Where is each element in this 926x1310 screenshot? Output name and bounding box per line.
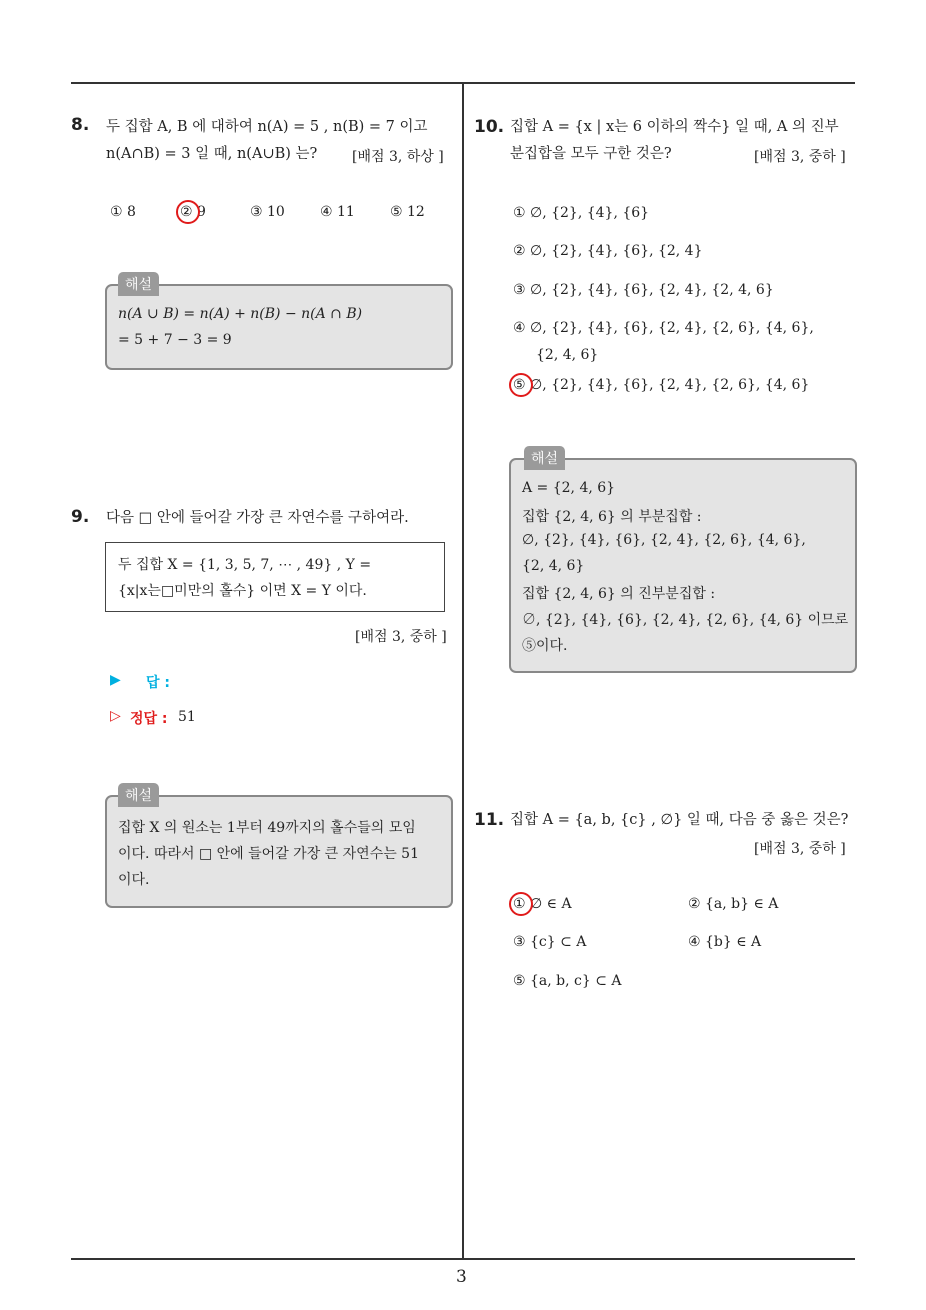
q8-choice-2[interactable]: ② 9 [180,204,206,220]
q10-solution-line: ∅, {2}, {4}, {6}, {2, 4}, {2, 6}, {4, 6} 이므로 [522,612,849,628]
q8-solution-line: = 5 + 7 − 3 = 9 [118,332,232,348]
q10-solution-line: A = {2, 4, 6} [522,480,616,496]
q9-solution-line: 이다. [118,872,150,888]
q11-choice-1[interactable]: ① ∅ ∈ A [513,896,572,912]
q8-number: 8. [71,115,90,135]
q9-solution-label: 해설 [118,783,159,807]
q9-correct-marker: ▷ [110,708,121,724]
q8-choice-4[interactable]: ④ 11 [320,204,355,220]
q10-solution-line: ∅, {2}, {4}, {6}, {2, 4}, {2, 6}, {4, 6}, [522,532,806,548]
q10-choice-4[interactable]: ④ ∅, {2}, {4}, {6}, {2, 4}, {2, 6}, {4, 6}, [513,320,814,336]
q8-choice-1[interactable]: ① 8 [110,204,136,220]
q10-solution-line: 집합 {2, 4, 6} 의 부분집합 : [522,509,702,525]
q9-text: 다음 □ 안에 들어갈 가장 큰 자연수를 구하여라. [106,510,409,526]
q11-answer-mark [509,892,533,916]
q10-choice-3[interactable]: ③ ∅, {2}, {4}, {6}, {2, 4}, {2, 4, 6} [513,282,774,298]
q8-choice-5[interactable]: ⑤ 12 [390,204,425,220]
q11-text: 집합 A = {a, b, {c} , ∅} 일 때, 다음 중 옳은 것은? [510,812,849,828]
q11-number: 11. [474,810,505,830]
q8-solution-box [105,284,453,370]
q9-solution-line: 이다. 따라서 □ 안에 들어갈 가장 큰 자연수는 51 [118,846,420,862]
q8-answer-mark [176,200,200,224]
q10-solution-line: ⑤이다. [522,638,568,654]
q10-solution-label: 해설 [524,446,565,470]
q11-choice-5[interactable]: ⑤ {a, b, c} ⊂ A [513,973,622,989]
q9-answer-marker: ▶ [110,672,121,688]
q10-answer-mark [509,373,533,397]
q8-solution-line: n(A ∪ B) = n(A) + n(B) − n(A ∩ B) [118,306,363,322]
q11-meta: [배점 3, 중하 ] [754,841,846,857]
q11-choice-2[interactable]: ② {a, b} ∈ A [688,896,779,912]
q9-condition-line2: {x|x는□미만의 홀수} 이면 X = Y 이다. [118,583,367,599]
q10-choice-1[interactable]: ① ∅, {2}, {4}, {6} [513,205,650,221]
q10-choice-4-cont: {2, 4, 6} [536,347,599,363]
q8-meta: [배점 3, 하상 ] [352,149,444,165]
q10-solution-line: 집합 {2, 4, 6} 의 진부분집합 : [522,586,716,602]
bottom-rule [71,1258,855,1260]
q11-choice-4[interactable]: ④ {b} ∈ A [688,934,762,950]
q9-condition-box [105,542,445,612]
q11-choice-3[interactable]: ③ {c} ⊂ A [513,934,587,950]
q8-solution-label: 해설 [118,272,159,296]
q10-meta: [배점 3, 중하 ] [754,149,846,165]
page-number: 3 [456,1267,467,1287]
q8-text-line1: 두 집합 A, B 에 대하여 n(A) = 5 , n(B) = 7 이고 [106,119,428,135]
q9-correct-label: 정답 : [130,711,168,727]
q9-answer-label: 답 : [146,675,170,691]
q9-solution-line: 집합 X 의 원소는 1부터 49까지의 홀수들의 모임 [118,820,416,836]
q9-number: 9. [71,507,90,527]
q9-condition-line1: 두 집합 X = {1, 3, 5, 7, ⋯ , 49} , Y = [118,557,372,573]
q10-solution-line: {2, 4, 6} [522,558,585,574]
column-divider [462,82,464,1258]
q10-number: 10. [474,117,505,137]
q8-choice-3[interactable]: ③ 10 [250,204,285,220]
q9-correct-value: 51 [178,709,196,725]
q10-text-line1: 집합 A = {x | x는 6 이하의 짝수} 일 때, A 의 진부 [510,119,839,135]
q9-meta: [배점 3, 중하 ] [355,629,447,645]
q10-choice-2[interactable]: ② ∅, {2}, {4}, {6}, {2, 4} [513,243,703,259]
q10-choice-5[interactable]: ⑤ ∅, {2}, {4}, {6}, {2, 4}, {2, 6}, {4, 6} [513,377,810,393]
q10-text-line2: 분집합을 모두 구한 것은? [510,146,672,162]
q8-text-line2: n(A∩B) = 3 일 때, n(A∪B) 는? [106,146,318,162]
